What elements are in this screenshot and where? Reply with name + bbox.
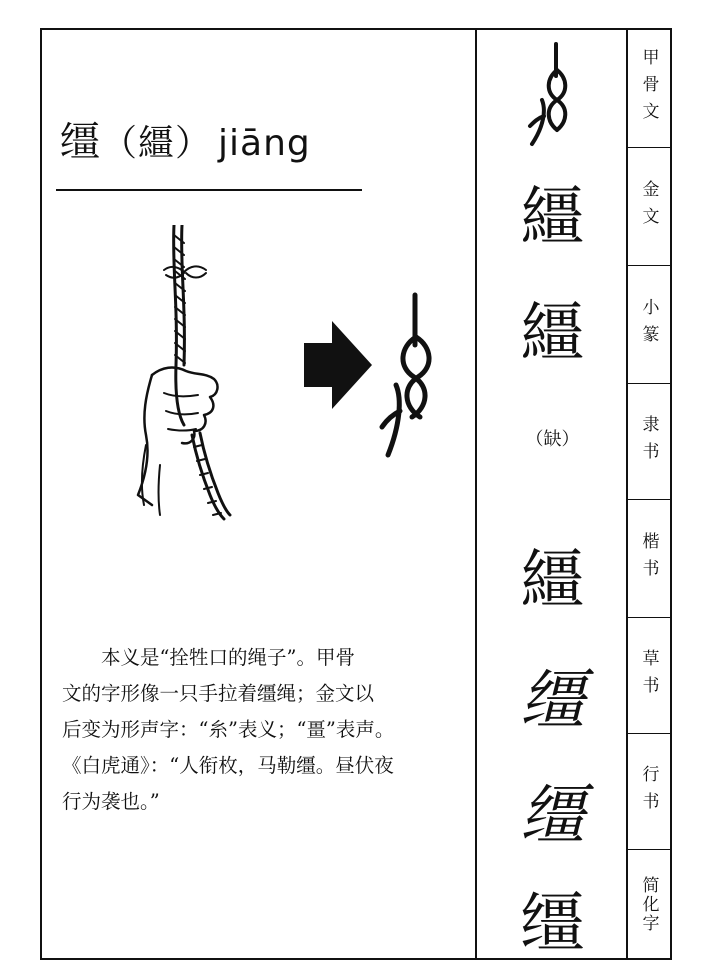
sidebar-item-caoshu xyxy=(628,618,670,734)
script-type-sidebar xyxy=(628,30,670,958)
sidebar-item-label: 行书 xyxy=(638,764,659,819)
entry-heading xyxy=(60,118,311,168)
sidebar-item-jianhua xyxy=(628,850,670,958)
description-line: 文的字形像一只手拉着缰绳；金文以 xyxy=(62,682,375,705)
heading-underline xyxy=(56,189,362,191)
simplified-form: 缰 xyxy=(520,887,585,961)
sidebar-item-xiaozhuan xyxy=(628,266,670,384)
sidebar-item-label: 简化字 xyxy=(638,875,659,933)
description-line: 本义是“拴牲口的绳子”。甲骨 xyxy=(101,646,355,669)
sidebar-item-label: 小篆 xyxy=(638,297,659,352)
clerical-script-missing: （缺） xyxy=(525,429,580,450)
description-line: 《白虎通》：“人衔枚，马勒缰。昼伏夜 xyxy=(62,754,394,777)
sidebar-item-label: 草书 xyxy=(638,648,659,703)
sidebar-item-kaishu xyxy=(628,500,670,618)
pinyin: jiāng xyxy=(218,123,311,164)
sidebar-item-label: 甲骨文 xyxy=(638,48,659,129)
evolution-illustration xyxy=(82,225,442,535)
sidebar-item-label: 金文 xyxy=(638,179,659,234)
bronze-inscription-form: 繮 xyxy=(520,181,585,255)
arrow-icon xyxy=(304,321,372,409)
sidebar-item-xingshu xyxy=(628,734,670,850)
sidebar-item-jinwen xyxy=(628,148,670,266)
oracle-bone-form-icon xyxy=(522,40,584,150)
oracle-bone-glyph-icon xyxy=(382,295,429,455)
description-text xyxy=(62,640,458,820)
cursive-script-form: 缰 xyxy=(520,664,585,738)
hand-rope-drawing-icon xyxy=(138,225,230,519)
sidebar-item-jiaguwen xyxy=(628,30,670,148)
sidebar-item-label: 隶书 xyxy=(638,414,659,469)
sidebar-item-lishu xyxy=(628,384,670,500)
running-script-form: 缰 xyxy=(520,779,585,853)
explanation-panel xyxy=(42,30,475,958)
sidebar-item-label: 楷书 xyxy=(638,531,659,586)
small-seal-form: 繮 xyxy=(520,297,585,371)
regular-script-form: 繮 xyxy=(520,544,585,618)
glyph-forms-column xyxy=(477,30,628,961)
traditional-form: （繮） xyxy=(101,123,213,164)
description-line: 行为袭也。” xyxy=(62,790,160,813)
headword: 缰 xyxy=(60,119,101,165)
description-line: 后变为形声字：“糸”表义；“畺”表声。 xyxy=(62,718,395,741)
